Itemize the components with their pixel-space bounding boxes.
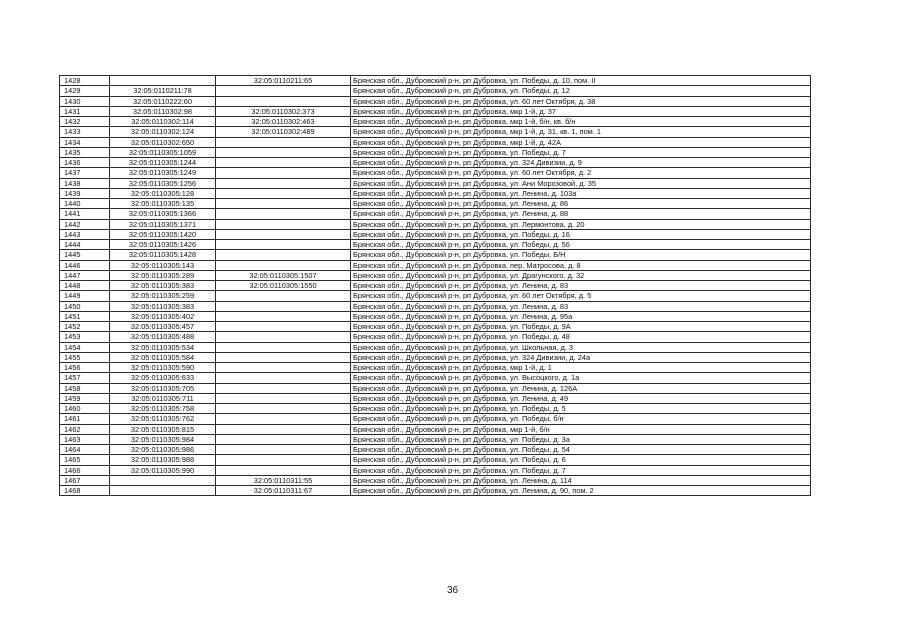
address-cell: Брянская обл., Дубровский р-н, рп Дубровка, ул. Ленина, д. 126А <box>351 383 811 393</box>
row-number-cell: 1462 <box>60 424 110 434</box>
table-row <box>60 311 811 321</box>
linked-cadastral-number-cell: 32:05:0110211:65 <box>216 76 351 86</box>
address-cell: Брянская обл., Дубровский р-н, рп Дубровка, мкр 1-й, б/н <box>351 424 811 434</box>
linked-cadastral-number-cell <box>216 260 351 270</box>
cadastral-number-cell: 32:05:0110305:1249 <box>110 168 216 178</box>
cadastral-number-cell: 32:05:0110305:984 <box>110 434 216 444</box>
row-number-cell: 1448 <box>60 281 110 291</box>
table-row <box>60 301 811 311</box>
address-cell: Брянская обл., Дубровский р-н, рп Дубровка, ул. Ани Морозовой, д. 35 <box>351 178 811 188</box>
cadastral-number-cell: 32:05:0110305:1428 <box>110 250 216 260</box>
table-row <box>60 434 811 444</box>
cadastral-number-cell: 32:05:0110305:1256 <box>110 178 216 188</box>
linked-cadastral-number-cell <box>216 158 351 168</box>
linked-cadastral-number-cell <box>216 414 351 424</box>
linked-cadastral-number-cell <box>216 147 351 157</box>
table-row <box>60 96 811 106</box>
address-cell: Брянская обл., Дубровский р-н, рп Дубровка, мкр 1-й, д. 37 <box>351 106 811 116</box>
linked-cadastral-number-cell: 32:05:0110302:463 <box>216 117 351 127</box>
address-cell: Брянская обл., Дубровский р-н, рп Дубровка, ул. Ленина, д. 90, пом. 2 <box>351 486 811 496</box>
table-row <box>60 168 811 178</box>
table-row <box>60 158 811 168</box>
table-row <box>60 322 811 332</box>
address-cell: Брянская обл., Дубровский р-н, рп Дубровка, ул. Победы, Б/Н <box>351 250 811 260</box>
row-number-cell: 1459 <box>60 393 110 403</box>
row-number-cell: 1444 <box>60 240 110 250</box>
cadastral-number-cell: 32:05:0110305:1371 <box>110 219 216 229</box>
cadastral-number-cell: 32:05:0110222:60 <box>110 96 216 106</box>
row-number-cell: 1440 <box>60 199 110 209</box>
address-cell: Брянская обл., Дубровский р-н, рп Дубровка, ул. Победы, д. 54 <box>351 445 811 455</box>
cadastral-number-cell: 32:05:0110305:988 <box>110 455 216 465</box>
table-row <box>60 76 811 86</box>
row-number-cell: 1446 <box>60 260 110 270</box>
table-row <box>60 363 811 373</box>
linked-cadastral-number-cell <box>216 311 351 321</box>
row-number-cell: 1450 <box>60 301 110 311</box>
cadastral-number-cell: 32:05:0110305:383 <box>110 281 216 291</box>
table-row <box>60 332 811 342</box>
linked-cadastral-number-cell: 32:05:0110311:67 <box>216 486 351 496</box>
row-number-cell: 1439 <box>60 188 110 198</box>
address-cell: Брянская обл., Дубровский р-н, рп Дубровка, ул. Ленина, д. 83 <box>351 301 811 311</box>
row-number-cell: 1438 <box>60 178 110 188</box>
address-cell: Брянская обл., Дубровский р-н, рп Дубровка, ул. Высоцкого, д. 1а <box>351 373 811 383</box>
linked-cadastral-number-cell: 32:05:0110305:1550 <box>216 281 351 291</box>
address-cell: Брянская обл., Дубровский р-н, рп Дубровка, ул. Победы, д. 5 <box>351 404 811 414</box>
address-cell: Брянская обл., Дубровский р-н, рп Дубровка, ул. Победы, б/н <box>351 414 811 424</box>
table-row <box>60 178 811 188</box>
row-number-cell: 1451 <box>60 311 110 321</box>
table-row <box>60 383 811 393</box>
row-number-cell: 1432 <box>60 117 110 127</box>
table-row <box>60 414 811 424</box>
address-cell: Брянская обл., Дубровский р-н, рп Дубровка, ул. Победы, д. 7 <box>351 465 811 475</box>
linked-cadastral-number-cell <box>216 445 351 455</box>
cadastral-number-cell: 32:05:0110305:590 <box>110 363 216 373</box>
linked-cadastral-number-cell: 32:05:0110302:373 <box>216 106 351 116</box>
address-cell: Брянская обл., Дубровский р-н, рп Дубровка, ул. Победы, д. 10, пом. II <box>351 76 811 86</box>
row-number-cell: 1457 <box>60 373 110 383</box>
cadastral-number-cell: 32:05:0110305:143 <box>110 260 216 270</box>
registry-table-body <box>60 76 811 496</box>
table-row <box>60 445 811 455</box>
cadastral-number-cell: 32:05:0110302:98 <box>110 106 216 116</box>
address-cell: Брянская обл., Дубровский р-н, рп Дубровка, ул. Победы, д. 6 <box>351 455 811 465</box>
cadastral-number-cell: 32:05:0110305:986 <box>110 445 216 455</box>
table-row <box>60 240 811 250</box>
address-cell: Брянская обл., Дубровский р-н, рп Дубровка, ул. Ленина, д. 83 <box>351 281 811 291</box>
cadastral-number-cell: 32:05:0110305:1366 <box>110 209 216 219</box>
cadastral-number-cell: 32:05:0110305:534 <box>110 342 216 352</box>
linked-cadastral-number-cell <box>216 322 351 332</box>
cadastral-number-cell: 32:05:0110305:762 <box>110 414 216 424</box>
table-row <box>60 209 811 219</box>
linked-cadastral-number-cell <box>216 199 351 209</box>
row-number-cell: 1445 <box>60 250 110 260</box>
linked-cadastral-number-cell <box>216 424 351 434</box>
table-row <box>60 291 811 301</box>
address-cell: Брянская обл., Дубровский р-н, рп Дубровка, ул. Победы, д. 16 <box>351 229 811 239</box>
table-row <box>60 188 811 198</box>
address-cell: Брянская обл., Дубровский р-н, рп Дубровка, мкр 1-й, д. 31, кв. 1, пом. 1 <box>351 127 811 137</box>
table-row <box>60 455 811 465</box>
table-row <box>60 117 811 127</box>
linked-cadastral-number-cell <box>216 373 351 383</box>
row-number-cell: 1463 <box>60 434 110 444</box>
cadastral-number-cell: 32:05:0110305:1244 <box>110 158 216 168</box>
address-cell: Брянская обл., Дубровский р-н, рп Дубровка, ул. 324 Дивизии, д. 24а <box>351 352 811 362</box>
linked-cadastral-number-cell <box>216 250 351 260</box>
cadastral-number-cell: 32:05:0110305:815 <box>110 424 216 434</box>
row-number-cell: 1466 <box>60 465 110 475</box>
linked-cadastral-number-cell <box>216 291 351 301</box>
cadastral-number-cell: 32:05:0110302:124 <box>110 127 216 137</box>
address-cell: Брянская обл., Дубровский р-н, рп Дубровка, ул. 60 лет Октября, д. 5 <box>351 291 811 301</box>
table-row <box>60 281 811 291</box>
row-number-cell: 1454 <box>60 342 110 352</box>
cadastral-number-cell: 32:05:0110305:758 <box>110 404 216 414</box>
linked-cadastral-number-cell: 32:05:0110311:55 <box>216 475 351 485</box>
cadastral-number-cell: 32:05:0110305:1059 <box>110 147 216 157</box>
address-cell: Брянская обл., Дубровский р-н, рп Дубровка, ул. 60 лет Октября, д. 2 <box>351 168 811 178</box>
linked-cadastral-number-cell <box>216 455 351 465</box>
row-number-cell: 1430 <box>60 96 110 106</box>
table-row <box>60 352 811 362</box>
row-number-cell: 1464 <box>60 445 110 455</box>
table-row <box>60 373 811 383</box>
table-row <box>60 260 811 270</box>
linked-cadastral-number-cell <box>216 240 351 250</box>
address-cell: Брянская обл., Дубровский р-н, рп Дубровка, ул. Лермонтова, д. 20 <box>351 219 811 229</box>
row-number-cell: 1443 <box>60 229 110 239</box>
address-cell: Брянская обл., Дубровский р-н, рп Дубровка, ул. Победы, д. 56 <box>351 240 811 250</box>
address-cell: Брянская обл., Дубровский р-н, рп Дубровка, ул. Победы, д. 3а <box>351 434 811 444</box>
cadastral-number-cell: 32:05:0110305:383 <box>110 301 216 311</box>
cadastral-number-cell: 32:05:0110305:1420 <box>110 229 216 239</box>
row-number-cell: 1447 <box>60 270 110 280</box>
row-number-cell: 1435 <box>60 147 110 157</box>
linked-cadastral-number-cell <box>216 229 351 239</box>
linked-cadastral-number-cell <box>216 434 351 444</box>
row-number-cell: 1442 <box>60 219 110 229</box>
row-number-cell: 1428 <box>60 76 110 86</box>
row-number-cell: 1461 <box>60 414 110 424</box>
cadastral-number-cell: 32:05:0110305:711 <box>110 393 216 403</box>
address-cell: Брянская обл., Дубровский р-н, рп Дубровка, ул. Ленина, д. 88 <box>351 209 811 219</box>
row-number-cell: 1433 <box>60 127 110 137</box>
address-cell: Брянская обл., Дубровский р-н, рп Дубровка, мкр 1-й, д. 42А <box>351 137 811 147</box>
cadastral-number-cell: 32:05:0110305:633 <box>110 373 216 383</box>
row-number-cell: 1455 <box>60 352 110 362</box>
linked-cadastral-number-cell <box>216 393 351 403</box>
address-cell: Брянская обл., Дубровский р-н, рп Дубровка, ул. Победы, д. 7 <box>351 147 811 157</box>
linked-cadastral-number-cell <box>216 383 351 393</box>
table-row <box>60 424 811 434</box>
row-number-cell: 1452 <box>60 322 110 332</box>
row-number-cell: 1458 <box>60 383 110 393</box>
address-cell: Брянская обл., Дубровский р-н, рп Дубровка, мкр 1-й, д. 1 <box>351 363 811 373</box>
linked-cadastral-number-cell <box>216 301 351 311</box>
cadastral-number-cell <box>110 475 216 485</box>
linked-cadastral-number-cell <box>216 352 351 362</box>
table-row <box>60 486 811 496</box>
address-cell: Брянская обл., Дубровский р-н, рп Дубровка, пер. Матросова, д. 8 <box>351 260 811 270</box>
cadastral-number-cell: 32:05:0110211:78 <box>110 86 216 96</box>
cadastral-number-cell: 32:05:0110305:990 <box>110 465 216 475</box>
linked-cadastral-number-cell <box>216 178 351 188</box>
address-cell: Брянская обл., Дубровский р-н, рп Дубровка, ул. Ленина, д. 86 <box>351 199 811 209</box>
linked-cadastral-number-cell <box>216 404 351 414</box>
cadastral-number-cell: 32:05:0110305:289 <box>110 270 216 280</box>
address-cell: Брянская обл., Дубровский р-н, рп Дубровка, ул. Ленина, д. 103а <box>351 188 811 198</box>
row-number-cell: 1467 <box>60 475 110 485</box>
registry-table <box>59 75 811 496</box>
address-cell: Брянская обл., Дубровский р-н, рп Дубровка, ул. 60 лет Октября, д. 38 <box>351 96 811 106</box>
cadastral-number-cell: 32:05:0110305:135 <box>110 199 216 209</box>
row-number-cell: 1434 <box>60 137 110 147</box>
table-row <box>60 342 811 352</box>
address-cell: Брянская обл., Дубровский р-н, рп Дубровка, ул. Ленина, д. 95а <box>351 311 811 321</box>
row-number-cell: 1449 <box>60 291 110 301</box>
table-row <box>60 219 811 229</box>
table-row <box>60 475 811 485</box>
cadastral-number-cell: 32:05:0110302:650 <box>110 137 216 147</box>
address-cell: Брянская обл., Дубровский р-н, рп Дубровка, ул. 324 Дивизии, д. 9 <box>351 158 811 168</box>
cadastral-number-cell <box>110 76 216 86</box>
address-cell: Брянская обл., Дубровский р-н, рп Дубровка, ул. Школьная, д. 3 <box>351 342 811 352</box>
cadastral-number-cell: 32:05:0110302:114 <box>110 117 216 127</box>
cadastral-number-cell: 32:05:0110305:402 <box>110 311 216 321</box>
linked-cadastral-number-cell <box>216 219 351 229</box>
row-number-cell: 1460 <box>60 404 110 414</box>
cadastral-number-cell: 32:05:0110305:1426 <box>110 240 216 250</box>
address-cell: Брянская обл., Дубровский р-н, рп Дубровка, ул. Победы, д. 9А <box>351 322 811 332</box>
linked-cadastral-number-cell <box>216 188 351 198</box>
table-row <box>60 250 811 260</box>
table-row <box>60 86 811 96</box>
linked-cadastral-number-cell: 32:05:0110305:1507 <box>216 270 351 280</box>
linked-cadastral-number-cell <box>216 465 351 475</box>
table-row <box>60 270 811 280</box>
linked-cadastral-number-cell <box>216 96 351 106</box>
linked-cadastral-number-cell <box>216 86 351 96</box>
cadastral-number-cell: 32:05:0110305:128 <box>110 188 216 198</box>
table-row <box>60 393 811 403</box>
cadastral-number-cell: 32:05:0110305:488 <box>110 332 216 342</box>
cadastral-number-cell: 32:05:0110305:705 <box>110 383 216 393</box>
linked-cadastral-number-cell <box>216 137 351 147</box>
cadastral-number-cell: 32:05:0110305:457 <box>110 322 216 332</box>
table-row <box>60 147 811 157</box>
row-number-cell: 1429 <box>60 86 110 96</box>
row-number-cell: 1468 <box>60 486 110 496</box>
address-cell: Брянская обл., Дубровский р-н, рп Дубровка, мкр 1-й, б/н, кв. б/н <box>351 117 811 127</box>
row-number-cell: 1441 <box>60 209 110 219</box>
address-cell: Брянская обл., Дубровский р-н, рп Дубровка, ул. Ленина, д. 49 <box>351 393 811 403</box>
linked-cadastral-number-cell: 32:05:0110302:489 <box>216 127 351 137</box>
table-row <box>60 106 811 116</box>
page-number: 36 <box>446 585 459 596</box>
table-row <box>60 465 811 475</box>
row-number-cell: 1456 <box>60 363 110 373</box>
row-number-cell: 1436 <box>60 158 110 168</box>
table-row <box>60 127 811 137</box>
linked-cadastral-number-cell <box>216 342 351 352</box>
table-row <box>60 229 811 239</box>
linked-cadastral-number-cell <box>216 363 351 373</box>
address-cell: Брянская обл., Дубровский р-н, рп Дубровка, ул. Ленина, д. 114 <box>351 475 811 485</box>
row-number-cell: 1431 <box>60 106 110 116</box>
address-cell: Брянская обл., Дубровский р-н, рп Дубровка, ул. Драгунского, д. 32 <box>351 270 811 280</box>
address-cell: Брянская обл., Дубровский р-н, рп Дубровка, ул. Победы, д. 48 <box>351 332 811 342</box>
row-number-cell: 1437 <box>60 168 110 178</box>
cadastral-number-cell: 32:05:0110305:584 <box>110 352 216 362</box>
linked-cadastral-number-cell <box>216 332 351 342</box>
cadastral-number-cell: 32:05:0110305:259 <box>110 291 216 301</box>
table-row <box>60 199 811 209</box>
address-cell: Брянская обл., Дубровский р-н, рп Дубровка, ул. Победы, д. 12 <box>351 86 811 96</box>
cadastral-number-cell <box>110 486 216 496</box>
linked-cadastral-number-cell <box>216 168 351 178</box>
table-row <box>60 404 811 414</box>
row-number-cell: 1453 <box>60 332 110 342</box>
table-row <box>60 137 811 147</box>
linked-cadastral-number-cell <box>216 209 351 219</box>
row-number-cell: 1465 <box>60 455 110 465</box>
